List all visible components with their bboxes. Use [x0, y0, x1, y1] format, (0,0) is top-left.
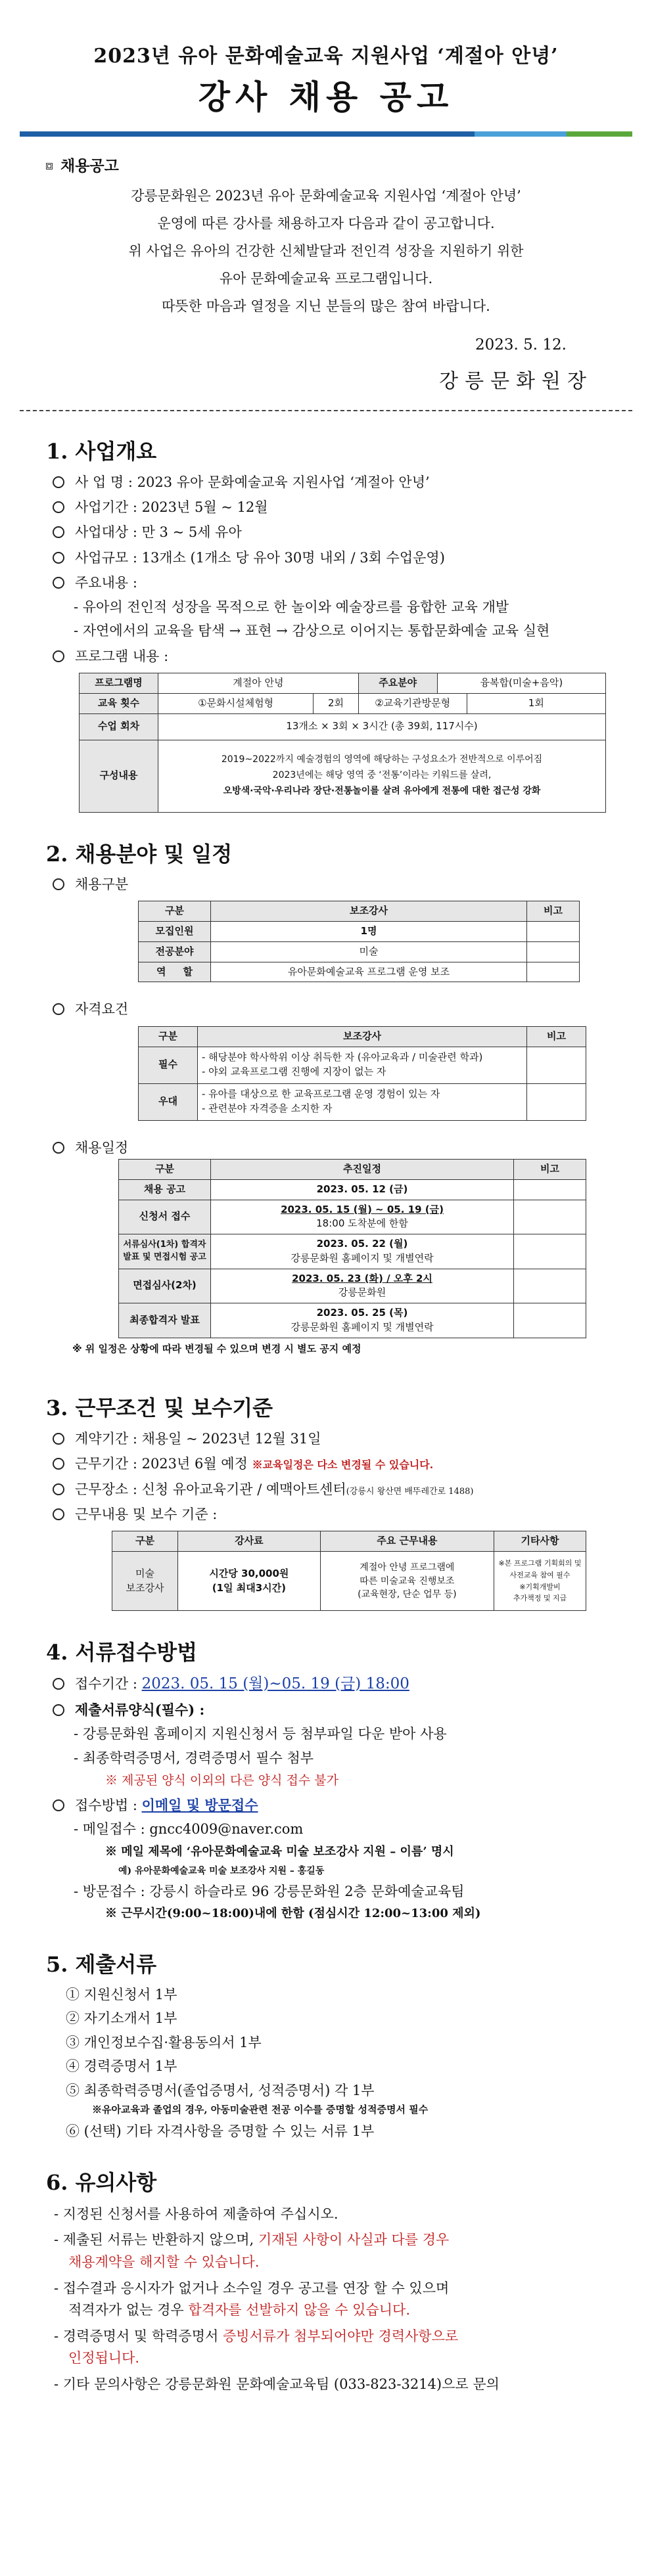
table-row: 미술 보조강사 시간당 30,000원 (1일 최대3시간) 계절아 안녕 프로그램에 따른 미술교육 진행보조 (교육현장, 단순 업무 등) ※본 프로그램 기획회의 및 사전교육 참여 필수 ※기획개발비 추가책정 및 지급: [112, 1552, 586, 1611]
notice-line: 따뜻한 마음과 열정을 지닌 분들의 많은 참여 바랍니다.: [162, 298, 490, 315]
circle-bullet-icon: [53, 1704, 64, 1716]
circle-bullet-icon: [53, 1483, 64, 1495]
circle-bullet-icon: [53, 1799, 64, 1811]
s2-sub-category: 채용구분: [46, 874, 606, 894]
circle-bullet-icon: [53, 577, 64, 589]
s2-sub-schedule: 채용일정: [46, 1138, 606, 1158]
email-link[interactable]: gncc4009@naver.com: [149, 1821, 304, 1838]
s1-content-line: - 유아의 전인적 성장을 목적으로 한 놀이와 예술장르를 융합한 교육 개발: [74, 599, 509, 615]
table-header-cell: 프로그램명: [80, 673, 158, 694]
s3-row-work-period: 근무기간 : 2023년 6월 예정 ※교육일정은 다소 변경될 수 있습니다.: [46, 1454, 606, 1474]
table-row: 필수 - 해당분야 학사학위 이상 취득한 자 (유아교육과 / 미술관련 학과) - 야외 교육프로그램 진행에 지장이 없는 자: [139, 1047, 586, 1083]
table-cell: ②교육기관방문형: [358, 693, 467, 713]
circle-bullet-icon: [53, 650, 64, 662]
circle-bullet-icon: [53, 1458, 64, 1470]
notice-body: [46, 182, 606, 320]
list-item: ④ 경력증명서 1부: [66, 2058, 177, 2075]
notice-heading-text: 채용공고: [60, 157, 119, 175]
circle-bullet-icon: [53, 552, 64, 564]
section-3-title: 3. 근무조건 및 보수기준: [46, 1395, 273, 1421]
table-header-cell: 주요분야: [358, 673, 437, 694]
s1-row-scale: 사업규모 : 13개소 (1개소 당 유아 30명 내외 / 3회 수업운영): [46, 548, 606, 568]
table-header-cell: 수업 회차: [80, 713, 158, 740]
circle-bullet-icon: [53, 1003, 64, 1015]
program-supertitle: 2023년 유아 문화예술교육 지원사업 ‘계절아 안녕’: [93, 45, 559, 68]
notice-line: 강릉문화원은 2023년 유아 문화예술교육 지원사업 ‘계절아 안녕’: [131, 188, 521, 204]
table-cell: 융복합(미술+음악): [437, 673, 605, 694]
table-cell: 2회: [314, 693, 358, 713]
s4-row-method: 접수방법 : 이메일 및 방문접수: [46, 1796, 606, 1815]
s4-row-period: 접수기간 : 2023. 05. 15 (월)~05. 19 (금) 18:00: [46, 1673, 606, 1695]
table-row: 최종합격자 발표 2023. 05. 25 (목) 강릉문화원 홈페이지 및 개별연락: [119, 1303, 586, 1338]
circle-bullet-icon: [53, 1142, 64, 1154]
s1-row-content: 주요내용 :: [46, 573, 606, 593]
list-item: ⑥ (선택) 기타 자격사항을 증명할 수 있는 서류 1부: [66, 2123, 375, 2139]
s4-docs-line: - 최종학력증명서, 경력증명서 필수 첨부: [74, 1750, 314, 1766]
table-row: 전공분야 미술: [139, 941, 580, 962]
caution-line: - 접수결과 응시자가 없거나 소수일 경우 공고를 연장 할 수 있으며 적격자가 없는 경우 합격자를 선발하지 않을 수 있습니다.: [54, 2280, 450, 2318]
s3-row-location: 근무장소 : 신청 유아교육기관 / 예맥아트센터 (강릉시 왕산면 배뚜레간로 1488): [46, 1480, 606, 1499]
s4-docs-warning: ※ 제공된 양식 이외의 다른 양식 접수 불가: [105, 1773, 338, 1788]
s4-visit-note: ※ 근무시간(9:00~18:00)내에 한함 (점심시간 12:00~13:00 제외): [105, 1907, 481, 1921]
section-4-title: 4. 서류접수방법: [46, 1640, 198, 1665]
qualification-table: 구분 보조강사 비고 필수 - 해당분야 학사학위 이상 취득한 자 (유아교육과 / 미술관련 학과) - 야외 교육프로그램 진행에 지장이 없는 자 우대 - 유아를 대상으로 한 교육프로그램 운영 경험이 있는 자 - 관련분야 자격증을 소지한 자: [138, 1026, 586, 1121]
table-cell: 2019~2022까지 예술경험의 영역에 해당하는 구성요소가 전반적으로 이루어짐 2023년에는 해당 영역 중 ‘전통’이라는 키워드를 살려, 오방색·국악·우리나라 장단·전통놀이를 살려 유아에게 전통에 대한 접근성 강화: [158, 740, 606, 812]
table-row: 우대 - 유아를 대상으로 한 교육프로그램 운영 경험이 있는 자 - 관련분야 자격증을 소지한 자: [139, 1083, 586, 1120]
notice-date: 2023. 5. 12.: [475, 336, 567, 354]
submission-note: ※유아교육과 졸업의 경우, 아동미술관련 전공 이수를 증명할 성적증명서 필수: [92, 2104, 429, 2116]
category-table-wrap: [138, 901, 580, 982]
list-item: ① 지원신청서 1부: [66, 1986, 177, 2002]
list-item: ⑤ 최종학력증명서(졸업증명서, 성적증명서) 각 1부: [66, 2082, 375, 2098]
s4-mail-line: - 메일접수 : gncc4009@naver.com: [74, 1821, 304, 1838]
s4-row-docs: 제출서류양식(필수) :: [46, 1700, 606, 1720]
table-cell: ①문화시설체험형: [158, 693, 314, 713]
table-header-cell: 교육 횟수: [80, 693, 158, 713]
s1-row-program: 프로그램 내용 :: [46, 646, 606, 666]
circle-bullet-icon: [53, 526, 64, 538]
caution-list: [46, 2203, 606, 2396]
table-cell: 13개소 × 3회 × 3시간 (총 39회, 117시수): [158, 713, 606, 740]
caution-line: - 기타 문의사항은 강릉문화원 문화예술교육팀 (033-823-3214)으로 문의: [54, 2376, 500, 2392]
circle-bullet-icon: [53, 1678, 64, 1690]
s1-row-name: 사 업 명 : 2023 유아 문화예술교육 지원사업 ‘계절아 안녕’: [46, 472, 606, 492]
table-row: 채용 공고 2023. 05. 12 (금): [119, 1179, 586, 1200]
section-1-title: 1. 사업개요: [46, 439, 157, 464]
table-row: 모집인원 1명: [139, 922, 580, 942]
schedule-table-wrap: [118, 1159, 586, 1338]
circle-bullet-icon: [53, 476, 64, 488]
circle-bullet-icon: [53, 1508, 64, 1520]
program-table-wrap: [79, 673, 606, 813]
submission-list: [46, 1985, 606, 2100]
square-bullet-icon: [46, 163, 53, 169]
s1-row-period: 사업기간 : 2023년 5월 ~ 12월: [46, 497, 606, 517]
list-item: ③ 개인정보수집·활용동의서 1부: [66, 2034, 262, 2050]
pay-table: 구분 강사료 주요 근무내용 기타사항 미술 보조강사 시간당 30,000원 (1일 최대3시간) 계절아 안녕 프로그램에 따른 미술교육 진행보조 (교육현장, 단순 업무 등) ※본 프로그램 기획회의 및 사전교육 참여 필수 ※기획개발비 추가책정 및 지급: [112, 1531, 586, 1611]
caution-line: - 경력증명서 및 학력증명서 증빙서류가 첨부되어야만 경력사항으로 인정됩니다.: [54, 2328, 459, 2366]
s4-mail-note: ※ 메일 제목에 ‘유아문화예술교육 미술 보조강사 지원 – 이름’ 명시: [105, 1844, 454, 1859]
table-cell: 1회: [467, 693, 605, 713]
notice-line: 운영에 따른 강사를 채용하고자 다음과 같이 공고합니다.: [157, 215, 495, 232]
table-row: 신청서 접수 2023. 05. 15 (월) ~ 05. 19 (금) 18:00 도착분에 한함: [119, 1200, 586, 1234]
table-row: 면접심사(2차) 2023. 05. 23 (화) / 오후 2시 강릉문화원: [119, 1269, 586, 1303]
caution-line: - 지정된 신청서를 사용하여 제출하여 주십시오.: [54, 2205, 338, 2222]
s4-mail-example: 예) 유아문화예술교육 미술 보조강사 지원 – 홍길동: [118, 1865, 325, 1876]
table-cell: 계절아 안녕: [158, 673, 359, 694]
schedule-note: ※ 위 일정은 상황에 따라 변경될 수 있으며 변경 시 별도 공지 예정: [72, 1342, 361, 1355]
caution-line: - 제출된 서류는 반환하지 않으며, 기재된 사항이 사실과 다를 경우 채용계약을 해지할 수 있습니다.: [54, 2232, 450, 2270]
s1-row-target: 사업대상 : 만 3 ~ 5세 유아: [46, 522, 606, 542]
s3-row-duty: 근무내용 및 보수 기준 :: [46, 1504, 606, 1524]
list-item: ② 자기소개서 1부: [66, 2010, 177, 2027]
table-row: 역 할 유아문화예술교육 프로그램 운영 보조: [139, 962, 580, 982]
circle-bullet-icon: [53, 878, 64, 890]
section-2-title: 2. 채용분야 및 일정: [46, 841, 233, 867]
schedule-table: 구분 추진일정 비고 채용 공고 2023. 05. 12 (금) 신청서 접수 2023. 05. 15 (월) ~ 05. 19 (금) 18:00 도착분에 한함 서류심사(1차) 합격자 발표 및 면접시험 공고 2023. 05. 22 (월) 강릉문화원 홈페이지 및 개별연락 면접심사(2차) 2023. 05. 23 (화) / 오후 2시 강릉문화원 최종합격자 발표 2023. 05. 25 (목) 강릉문화원 홈페이지 및 개별연락: [118, 1159, 586, 1338]
notice-issuer: 강릉문화원장: [439, 369, 593, 393]
notice-line: 유아 문화예술교육 프로그램입니다.: [219, 271, 433, 287]
notice-heading: [46, 155, 606, 177]
table-header-cell: 구성내용: [80, 740, 158, 812]
program-table: [79, 673, 606, 813]
title-color-bar: [20, 131, 632, 137]
qualification-table-wrap: [138, 1026, 586, 1121]
s4-visit-line: - 방문접수 : 강릉시 하슬라로 96 강릉문화원 2층 문화예술교육팀: [74, 1884, 465, 1900]
section-divider: [20, 410, 632, 411]
pay-table-wrap: [112, 1531, 586, 1611]
s3-row-contract: 계약기간 : 채용일 ~ 2023년 12월 31일: [46, 1429, 606, 1449]
section-5-title: 5. 제출서류: [46, 1951, 157, 1977]
circle-bullet-icon: [53, 501, 64, 513]
page-title: 강사 채용 공고: [198, 77, 454, 116]
s4-docs-line: - 강릉문화원 홈페이지 지원신청서 등 첨부파일 다운 받아 사용: [74, 1726, 447, 1742]
s2-sub-qualification: 자격요건: [46, 999, 606, 1019]
category-table: 구분 보조강사 비고 모집인원 1명 전공분야 미술 역 할 유아문화예술교육 프로그램 운영 보조: [138, 901, 580, 982]
circle-bullet-icon: [53, 1433, 64, 1445]
s1-content-line: - 자연에서의 교육을 탐색 → 표현 → 감상으로 이어지는 통합문화예술 교육 실현: [74, 623, 550, 639]
section-6-title: 6. 유의사항: [46, 2170, 157, 2196]
table-row: 서류심사(1차) 합격자 발표 및 면접시험 공고 2023. 05. 22 (월) 강릉문화원 홈페이지 및 개별연락: [119, 1234, 586, 1269]
notice-line: 위 사업은 유아의 건강한 신체발달과 전인격 성장을 지원하기 위한: [128, 243, 524, 260]
